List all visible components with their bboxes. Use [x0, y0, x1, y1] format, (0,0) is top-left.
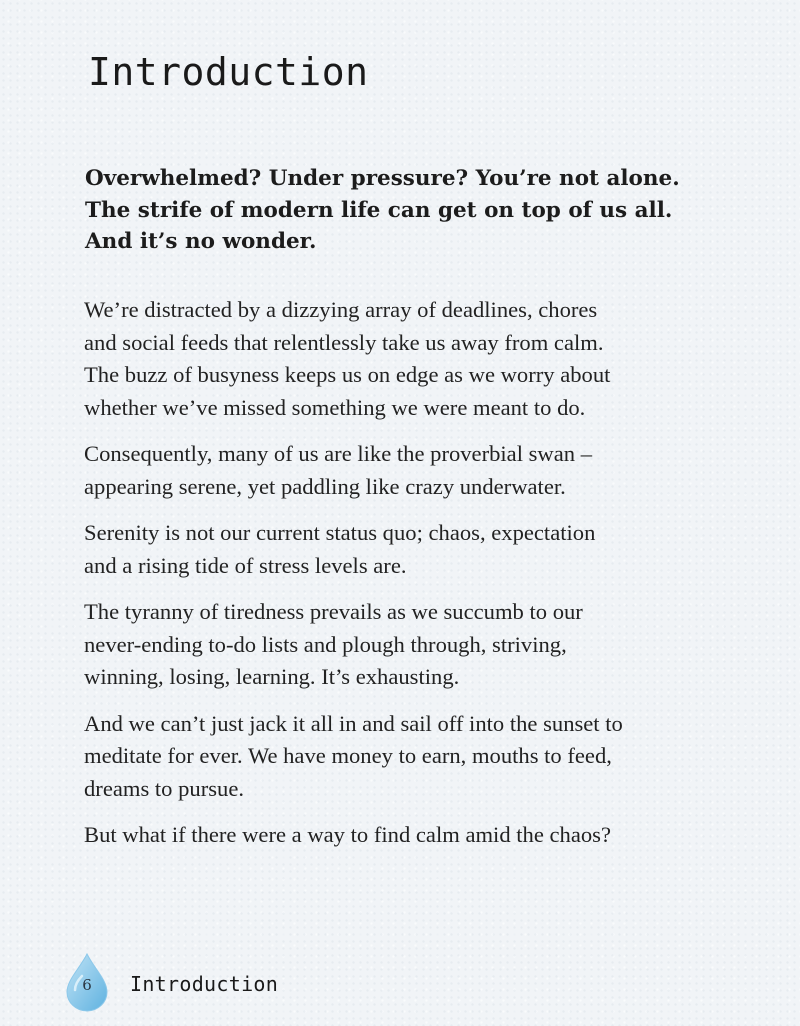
paragraph	[84, 708, 764, 806]
page-number: 6	[82, 976, 92, 994]
paragraph	[84, 438, 764, 503]
paragraph-line: dreams to pursue.	[84, 775, 244, 801]
paragraph-line: never-ending to-do lists and plough through, striving,	[84, 631, 567, 657]
paragraph-line: And we can’t just jack it all in and sail off into the sunset to	[84, 710, 623, 736]
paragraph	[84, 294, 764, 424]
paragraph	[84, 819, 764, 852]
paragraph-line: winning, losing, learning. It’s exhausting.	[84, 664, 460, 689]
paragraph-line: The tyranny of tiredness prevails as we succumb to our	[84, 599, 583, 624]
paragraph-line: appearing serene, yet paddling like crazy underwater.	[84, 473, 566, 499]
paragraph-line: But what if there were a way to find calm amid the chaos?	[84, 822, 611, 847]
lead-line: Overwhelmed? Under pressure? You’re not alone.	[85, 166, 680, 191]
paragraph-line: We’re distracted by a dizzying array of deadlines, chores	[84, 297, 598, 322]
paragraph-line: whether we’ve missed something we were meant to do.	[84, 394, 586, 420]
paragraph-line: The buzz of busyness keeps us on edge as we worry about	[84, 362, 611, 387]
page-title: Introduction	[88, 50, 369, 94]
lead-paragraph	[85, 163, 725, 258]
lead-line: The strife of modern life can get on top of us all.	[85, 197, 673, 223]
page-footer	[64, 952, 364, 1014]
paragraph-line: meditate for ever. We have money to earn, mouths to feed,	[84, 743, 612, 768]
lead-line: And it’s no wonder.	[85, 229, 317, 254]
paragraph	[84, 596, 764, 694]
body-text	[84, 294, 764, 866]
paragraph-line: and a rising tide of stress levels are.	[84, 552, 407, 578]
running-head: Introduction	[130, 972, 279, 996]
paragraph-line: Serenity is not our current status quo; chaos, expectation	[84, 520, 596, 545]
paragraph-line: Consequently, many of us are like the proverbial swan –	[84, 441, 593, 466]
paragraph-line: and social feeds that relentlessly take us away from calm.	[84, 329, 604, 355]
paragraph	[84, 517, 764, 582]
